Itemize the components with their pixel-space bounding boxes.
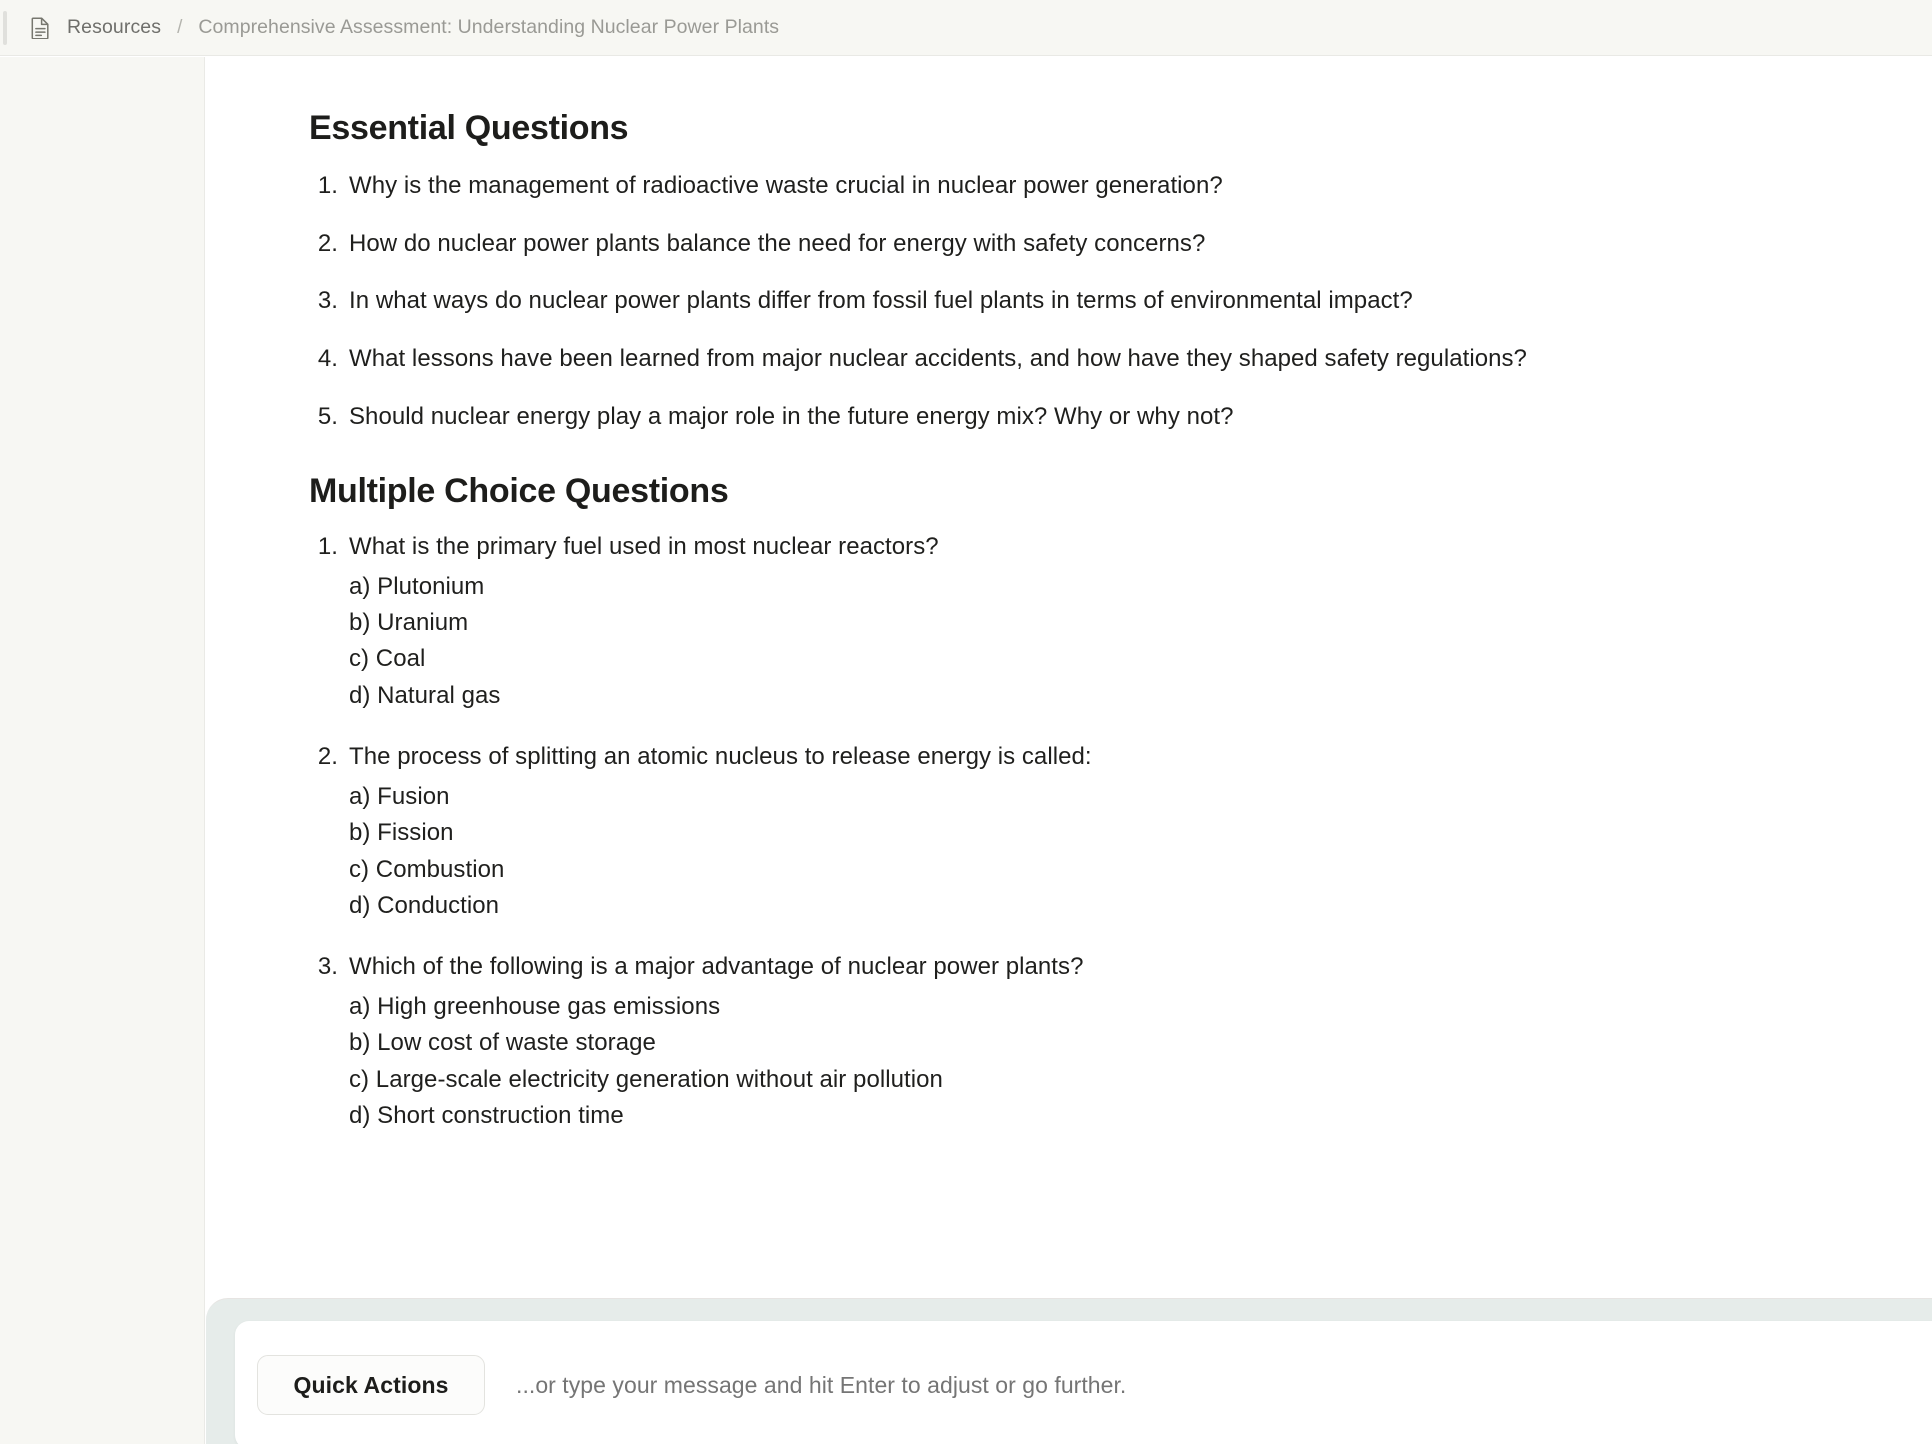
mcq-option[interactable]: b) Uranium <box>349 609 469 637</box>
list-item <box>309 170 1932 202</box>
mcq-option[interactable]: d) Natural gas <box>349 681 501 709</box>
mcq-option[interactable]: a) High greenhouse gas emissions <box>349 992 721 1020</box>
mcq-question <box>309 531 1932 562</box>
quick-actions-button[interactable]: Quick Actions <box>257 1355 485 1415</box>
mcq-option[interactable]: b) Fission <box>349 819 454 847</box>
mcq-item <box>309 741 1932 924</box>
sidebar <box>0 57 205 1444</box>
mcq-options <box>349 779 1932 925</box>
left-rail-divider <box>3 11 7 45</box>
list-item-number: 4. <box>317 345 338 373</box>
mcq-item <box>309 951 1932 1134</box>
mcq-option[interactable]: d) Conduction <box>349 892 500 920</box>
breadcrumb <box>0 0 779 55</box>
list-item-text: What lessons have been learned from major nuclear accidents, and how have they shaped safety regulations? <box>349 345 1527 373</box>
mcq-question <box>309 741 1932 772</box>
mcq-question <box>309 951 1932 982</box>
mcq-number: 1. <box>317 533 338 561</box>
list-item-number: 5. <box>317 402 338 430</box>
mcq-option[interactable]: c) Coal <box>349 645 426 673</box>
list-item <box>309 343 1932 375</box>
composer-input-bar[interactable] <box>235 1321 1932 1444</box>
mcq-option[interactable]: b) Low cost of waste storage <box>349 1029 656 1057</box>
mcq-options <box>349 569 1932 715</box>
multiple-choice-section <box>206 472 1932 1134</box>
mcq-number: 2. <box>317 743 338 771</box>
document-icon <box>31 17 50 39</box>
list-item <box>309 285 1932 317</box>
mcq-question-text: Which of the following is a major advantage of nuclear power plants? <box>349 953 1084 981</box>
section-heading-multiple-choice-questions: Multiple Choice Questions <box>309 472 729 511</box>
mcq-option[interactable]: c) Combustion <box>349 855 505 883</box>
mcq-option[interactable]: a) Fusion <box>349 782 450 810</box>
list-item-number: 3. <box>317 287 338 315</box>
mcq-option[interactable]: c) Large-scale electricity generation without air pollution <box>349 1065 943 1093</box>
list-item-text: Should nuclear energy play a major role in the future energy mix? Why or why not? <box>349 402 1234 430</box>
list-item <box>309 401 1932 433</box>
mcq-options <box>349 989 1932 1135</box>
list-item-text: In what ways do nuclear power plants differ from fossil fuel plants in terms of environmental impact? <box>349 287 1413 315</box>
multiple-choice-list <box>309 531 1932 1134</box>
breadcrumb-item-current[interactable]: Comprehensive Assessment: Understanding Nuclear Power Plants <box>198 16 780 38</box>
list-item-text: Why is the management of radioactive waste crucial in nuclear power generation? <box>349 172 1223 199</box>
essential-questions-list <box>309 170 1932 432</box>
composer-panel <box>206 1298 1932 1444</box>
message-input[interactable] <box>516 1372 1932 1399</box>
document-content <box>206 57 1932 1135</box>
section-heading-essential-questions: Essential Questions <box>309 109 629 147</box>
list-item <box>309 228 1932 260</box>
list-item-number: 1. <box>317 172 338 199</box>
mcq-question-text: What is the primary fuel used in most nuclear reactors? <box>349 533 939 561</box>
list-item-number: 2. <box>317 229 338 257</box>
mcq-option[interactable]: d) Short construction time <box>349 1102 624 1130</box>
breadcrumb-item-resources[interactable]: Resources <box>67 16 162 38</box>
mcq-option[interactable]: a) Plutonium <box>349 572 485 600</box>
mcq-item <box>309 531 1932 714</box>
mcq-question-text: The process of splitting an atomic nucleus to release energy is called: <box>349 743 1092 771</box>
mcq-number: 3. <box>317 953 338 981</box>
breadcrumb-bar <box>0 0 1932 56</box>
breadcrumb-separator: / <box>177 16 183 38</box>
document-scroll-area[interactable] <box>206 57 1932 1444</box>
list-item-text: How do nuclear power plants balance the need for energy with safety concerns? <box>349 229 1206 257</box>
